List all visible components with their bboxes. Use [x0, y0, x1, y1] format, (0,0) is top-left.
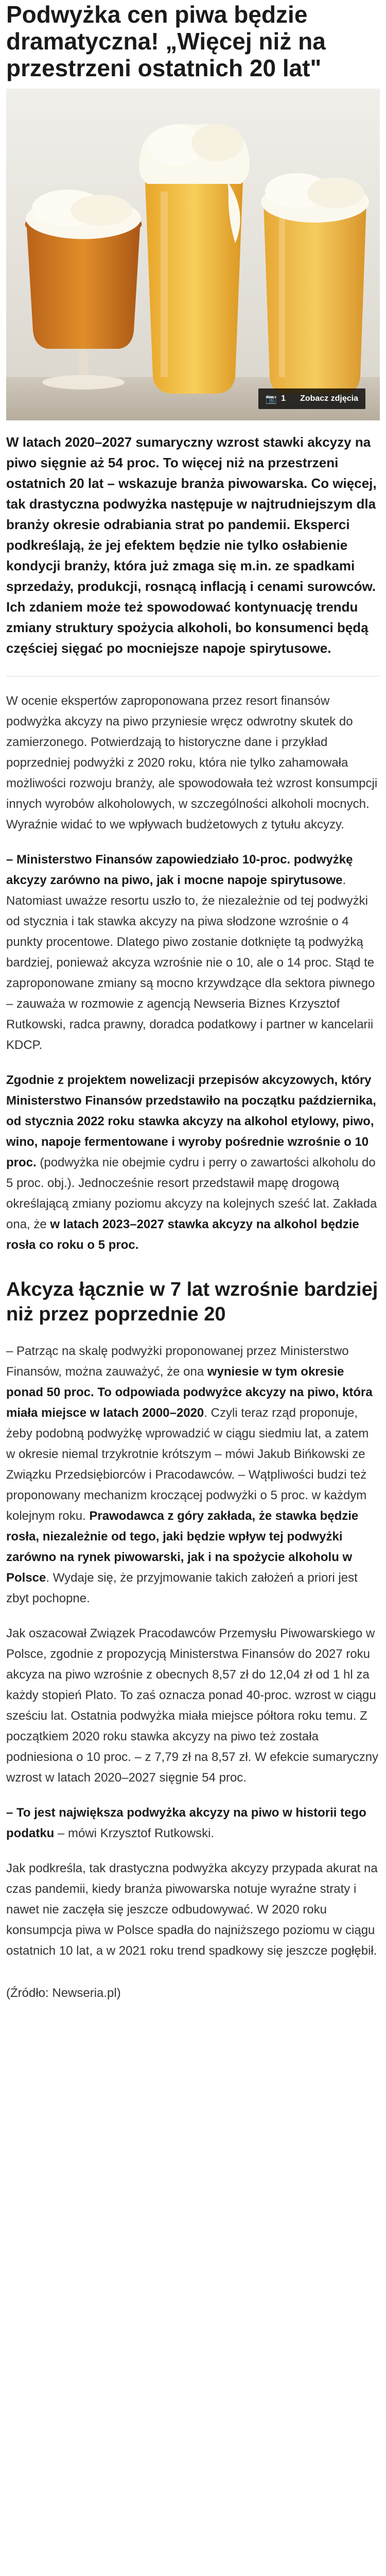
- beer-glasses-illustration: [6, 89, 380, 420]
- paragraph-3-bold-2: w latach 2023–2027 stawka akcyzy na alkohol będzie rosła co roku o 5 proc.: [6, 1217, 359, 1252]
- paragraph-2-text: . Natomiast uważze resortu uszło to, że niezależnie od tej podwyżki od stycznia i tak stawka akcyzy na piwa słodzone wzrośnie o 4 punkty procentowe. Dlatego piwo zostanie dotknięte tą podwyżką bardziej, ponieważ akcyza wzrośnie nie o 10, ale o 14 proc. Stąd te zaproponowane zmiany są mocno krzywdzące dla sektora piwnego – zauważa w rozmowie z agencją Newseria Biznes Krzysztof Rutkowski, radca prawny, doradca podatkowy i partner w kancelarii KDCP.: [6, 873, 375, 1052]
- beer-glass-right: [261, 173, 369, 394]
- paragraph-7: Jak podkreśla, tak drastyczna podwyżka akcyzy przypada akurat na czas pandemii, kiedy branża piwowarska notuje wyraźne straty i nawet nie zaczęła się jeszcze odbudowywać. W 2020 roku konsumpcja piwa w Polsce spadła do najniższego poziomu w ciągu ostatnich 10 lat, a w 2021 roku trend spadkowy się jeszcze pogłębił.: [6, 1861, 378, 1958]
- camera-icon: 📷: [265, 393, 277, 404]
- photo-count: 1: [281, 394, 286, 403]
- paragraph-4-bold-1: wyniesie w tym okresie ponad 50 proc. To odpowiada podwyżce akcyzy na piwo, która miała miejsce w latach 2000–2020: [6, 1365, 373, 1420]
- source-note: (Źródło: Newseria.pl): [6, 1986, 121, 2000]
- section-heading: Akcyza łącznie w 7 lat wzrośnie bardziej niż przez poprzednie 20: [6, 1279, 378, 1325]
- gallery-button[interactable]: [258, 388, 365, 409]
- paragraph-4-text-a: – Patrząc na skalę podwyżki proponowanej przez Ministerstwo Finansów, można zauważyć, że ona: [6, 1344, 349, 1379]
- paragraph-4-text-c: . Czyli teraz rząd proponuje, żeby podobną podwyżkę wprowadzić w ciągu siedmiu lat, a zatem w okresie niemal trzykrotnie krótszym – mówi Jakub Bińkowski ze Związku Przedsiębiorców i Pracodawców. – Wątpliwości budzi też proponowany mechanizm kroczącej podwyżki o 5 proc. w każdym kolejnym roku.: [6, 1406, 369, 1523]
- paragraph-5: Jak oszacował Związek Pracodawców Przemysłu Piwowarskiego w Polsce, zgodnie z propozycją Ministerstwa Finansów do 2027 roku akcyza na piwo wzrośnie z obecnych 8,57 zł do 12,04 zł od 1 hl za każdy stopień Plato. To zaś oznacza ponad 40-proc. wzrost w ciągu sześciu lat. Ostatnia podwyżka miała miejsce półtora roku temu. Z początkiem 2020 roku stawka akcyzy na piwo też została podniesiona o 10 proc. – z 7,79 zł na 8,57 zł. W efekcie sumaryczny wzrost w latach 2020–2027 sięgnie 54 proc.: [6, 1626, 379, 1785]
- paragraph-4-bold-2: Prawodawca z góry zakłada, że stawka będzie rosła, niezależnie od tego, jaki będzie wpływ tej podwyżki zarówno na rynek piwowarski, jak i na spożycie alkoholu w Polsce: [6, 1509, 359, 1585]
- paragraph-2: [6, 850, 380, 1056]
- paragraph-6-text: – mówi Krzysztof Rutkowski.: [54, 1826, 215, 1840]
- paragraph-2-bold: – Ministerstwo Finansów zapowiedziało 10-proc. podwyżkę akcyzy zarówno na piwo, jak i mocne napoje spirytusowe: [6, 853, 353, 887]
- article-lead: W latach 2020–2027 sumaryczny wzrost stawki akcyzy na piwo sięgnie aż 54 proc. To więcej niż na przestrzeni ostatnich 20 lat – wskazuje branża piwowarska. Co więcej, tak drastyczna podwyżka następuje w najtrudniejszym dla branży okresie odrabiania strat po pandemii. Eksperci podkreślają, że jej efektem będzie nie tylko osłabienie kondycji branży, która już zmaga się m.in. ze spadkami sprzedaży, produkcji, rosnącą inflacją i cenami surowców. Ich zdaniem może też spowodować kontynuację trendu zmiany struktury spożycia alkoholi, bo konsumenci będą częściej sięgać po mocniejsze napoje spirytusowe.: [6, 434, 377, 656]
- paragraph-6-bold: – To jest największa podwyżka akcyzy na piwo w historii tego podatku: [6, 1806, 366, 1840]
- paragraph-4: [6, 1341, 380, 1609]
- beer-glass-center: [139, 124, 250, 394]
- paragraph-1: W ocenie ekspertów zaproponowana przez resort finansów podwyżka akcyzy na piwo przyniesie wręcz odwrotny skutek do zamierzonego. Potwierdzają to historyczne dane i przykład poprzedniej podwyżki z 2020 roku, która nie tylko zahamowała możliwości rozwoju branży, ale spowodowała też wzrost konsumpcji innych wyrobów alkoholowych, w szczególności alkoholi mocnych. Wyraźnie widać to we wpływach budżetowych z tytułu akcyzy.: [6, 694, 378, 832]
- paragraph-3-bold-1: Zgodnie z projektem nowelizacji przepisów akcyzowych, który Ministerstwo Finansów przedstawiło na początku października, od stycznia 2022 roku stawka akcyzy na alkohol etylowy, piwo, wino, napoje fermentowane i wyroby pośrednie wzrośnie o 10 proc.: [6, 1073, 376, 1170]
- paragraph-4-text-d: . Wydaje się, że przyjmowanie takich założeń a priori jest zbyt pochopne.: [6, 1571, 358, 1605]
- paragraph-3: [6, 1070, 380, 1256]
- gallery-label: Zobacz zdjęcia: [300, 394, 358, 403]
- paragraph-3-text: (podwyżka nie obejmie cydru i perry o zawartości alkoholu do 5 proc. obj.). Jednocześnie resort przedstawił mapę drogową określającą zmiany poziomu akcyzy na kolejnych sześć lat. Zakłada ona, że: [6, 1156, 377, 1231]
- paragraph-6: [6, 1803, 380, 1844]
- article-title: Podwyżka cen piwa będzie dramatyczna! „Więcej niż na przestrzeni ostatnich 20 lat": [6, 1, 326, 81]
- hero-image[interactable]: [6, 89, 380, 420]
